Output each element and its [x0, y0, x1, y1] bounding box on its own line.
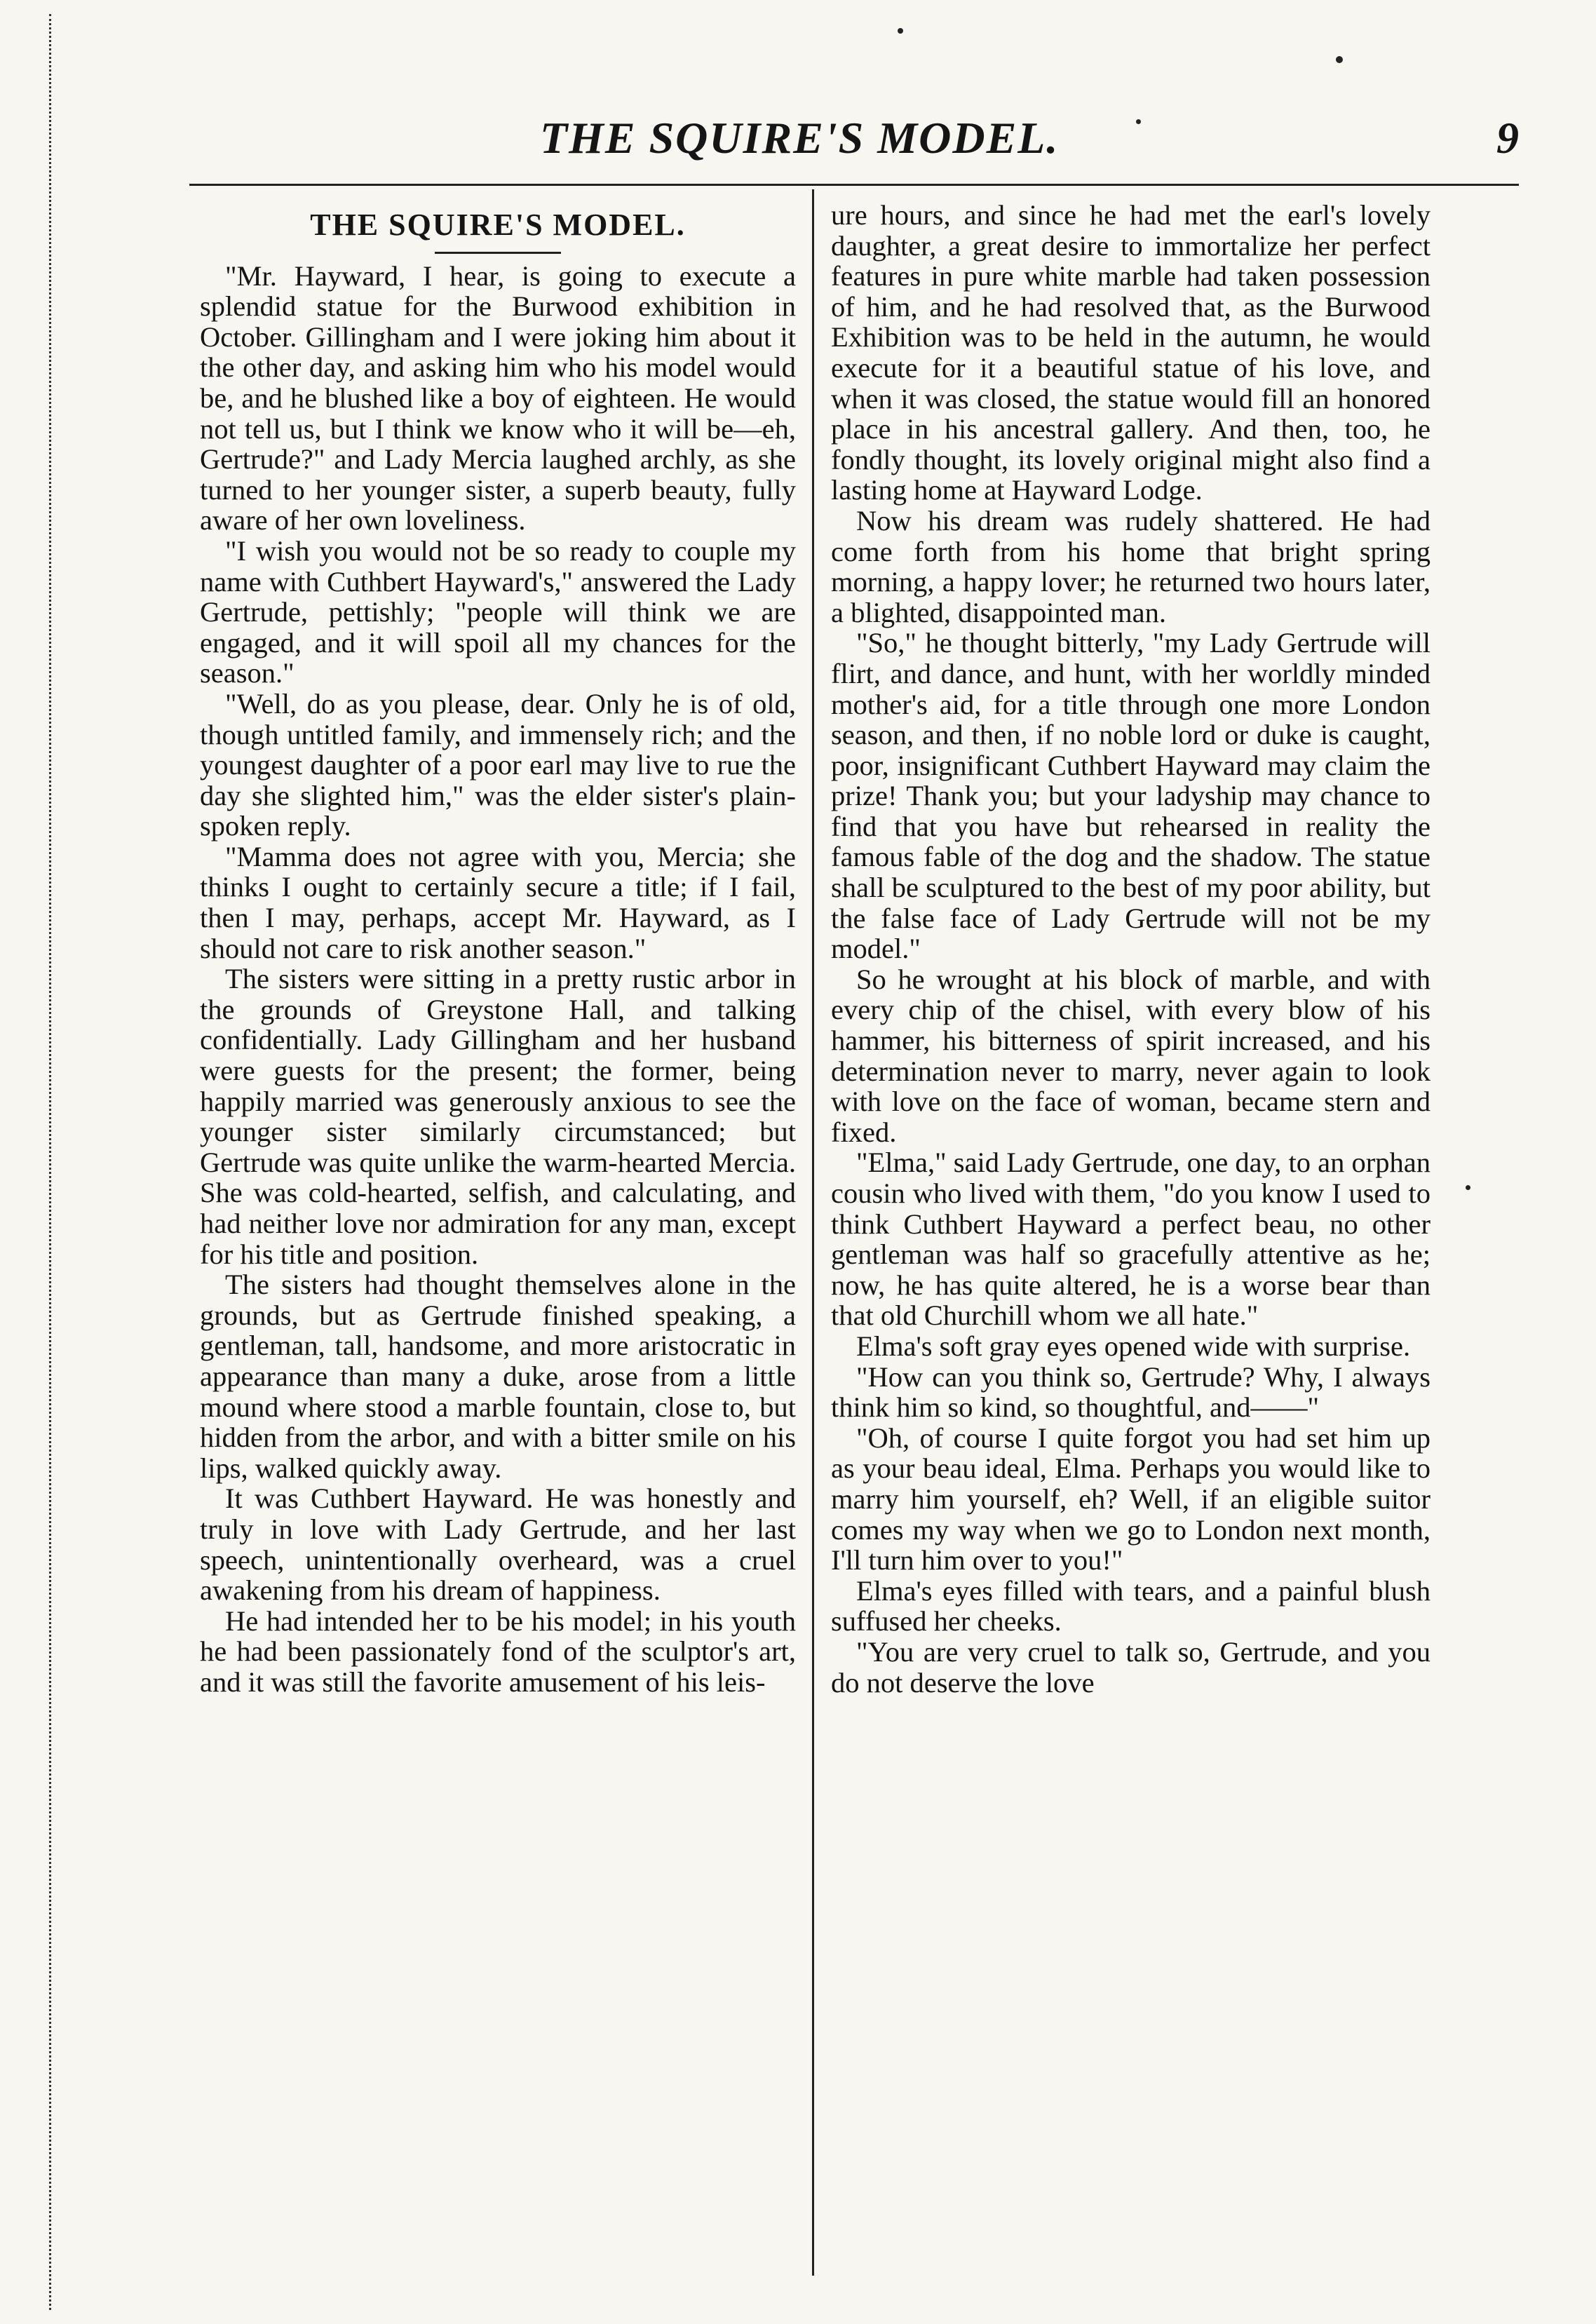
paragraph: "How can you think so, Gertrude? Why, I always think him so kind, so thoughtful, and——": [831, 1360, 1431, 1424]
paragraph: "Elma," said Lady Gertrude, one day, to an orphan cousin who lived with them, "do you know I used to think Cuthbert Hayward a perfect beau, no other gentleman was half so gracefully attentive as he; now, he has quite altered, he is a worse bear than that old Churchill whom we all hate.": [831, 1147, 1431, 1332]
paragraph: "Mr. Hayward, I hear, is going to execute a splendid statue for the Burwood exhibition in October. Gillingham and I were joking him about it the other day, and asking him who his model would be, and he blushed like a boy of eighteen. He would not tell us, but I think we know who it will be—eh, Gertrude?" and Lady Mercia laughed archly, as she turned to her younger sister, a superb beauty, fully aware of her own loveliness.: [200, 259, 796, 536]
page-edge: [0, 0, 77, 2324]
print-speck: [1466, 1185, 1470, 1190]
paragraph: So he wrought at his block of marble, and with every chip of the chisel, with every blow of his hammer, his bitterness of spirit increased, and his determination never to marry, never again to look with love on the face of woman, became stern and fixed.: [831, 963, 1431, 1148]
title-rule: [435, 252, 561, 254]
paragraph: "Oh, of course I quite forgot you had set him up as your beau ideal, Elma. Perhaps you would like to marry him yourself, eh? Well, if an eligible suitor comes my way when we go to London next month, I'll turn him over to you!": [831, 1421, 1431, 1576]
left-column: [200, 200, 796, 1698]
page-number: 9: [1496, 113, 1519, 163]
paragraph: "I wish you would not be so ready to couple my name with Cuthbert Hayward's," answered the Lady Gertrude, pettishly; "people will think we are engaged, and it will spoil all my chances for the season.": [200, 534, 796, 689]
paragraph: "So," he thought bitterly, "my Lady Gertrude will flirt, and dance, and hunt, with her worldly minded mother's aid, for a title through one more London season, and then, if no noble lord or duke is caught, poor, insignificant Cuthbert Hayward may claim the prize! Thank you; but your ladyship may chance to find that you have but rehearsed in reality the famous fable of the dog and the shadow. The statue shall be sculptured to the best of my poor ability, but the false face of Lady Gertrude will not be my model.": [831, 627, 1431, 965]
article-title: THE SQUIRE'S MODEL.: [310, 208, 686, 242]
paragraph: The sisters were sitting in a pretty rustic arbor in the grounds of Greystone Hall, and talking confidentially. Lady Gillingham and her husband were guests for the present; the former, being happily married was generously anxious to see the younger sister similarly circumstanced; but Gertrude was quite unlike the warm-hearted Mercia. She was cold-hearted, selfish, and calculating, and had neither love nor admiration for any man, except for his title and position.: [200, 963, 796, 1270]
paragraph: Elma's eyes filled with tears, and a painful blush suffused her cheeks.: [831, 1574, 1431, 1637]
paragraph: Now his dream was rudely shattered. He had come forth from his home that bright spring morning, a happy lover; he returned two hours later, a blighted, disappointed man.: [831, 504, 1431, 628]
paragraph-continued: ure hours, and since he had met the earl's lovely daughter, a great desire to immortalize her perfect features in pure white marble had taken possession of him, and he had resolved that, as the Burwood Exhibition was to be held in the autumn, he would execute for it a beautiful statue of his love, and when it was closed, the statue would fill an honored place in his ancestral gallery. And then, too, he fondly thought, its lovely original might also find a lasting home at Hayward Lodge.: [831, 199, 1431, 506]
binding-edge-rule: [49, 14, 51, 2310]
paragraph: "Mamma does not agree with you, Mercia; she thinks I ought to certainly secure a title; if I fail, then I may, perhaps, accept Mr. Hayward, as I should not care to risk another season.": [200, 840, 796, 964]
paragraph: The sisters had thought themselves alone in the grounds, but as Gertrude finished speaking, a gentleman, tall, handsome, and more aristocratic in appearance than many a duke, arose from a little mound where stood a marble fountain, close to, but hidden from the arbor, and with a bitter smile on his lips, walked quickly away.: [200, 1269, 796, 1484]
right-column: [831, 200, 1431, 1698]
running-title: THE SQUIRE'S MODEL.: [540, 113, 1060, 163]
paragraph: "You are very cruel to talk so, Gertrude, and you do not deserve the love: [831, 1635, 1431, 1698]
paragraph: He had intended her to be his model; in his youth he had been passionately fond of the sculptor's art, and it was still the favorite amusement of his leis-: [200, 1604, 796, 1698]
paragraph: Elma's soft gray eyes opened wide with surprise.: [856, 1330, 1411, 1362]
column-divider: [812, 189, 814, 2276]
paragraph: It was Cuthbert Hayward. He was honestly and truly in love with Lady Gertrude, and her last speech, unintentionally overheard, was a cruel awakening from his dream of happiness.: [200, 1482, 796, 1607]
print-speck: [1336, 56, 1343, 63]
page-header: [154, 112, 1540, 182]
paragraph: "Well, do as you please, dear. Only he is of old, though untitled family, and immensely rich; and the youngest daughter of a poor earl may live to rue the day she slighted him," was the elder sister's plain-spoken reply.: [200, 687, 796, 842]
header-rule: [189, 184, 1519, 186]
print-speck: [898, 28, 903, 34]
